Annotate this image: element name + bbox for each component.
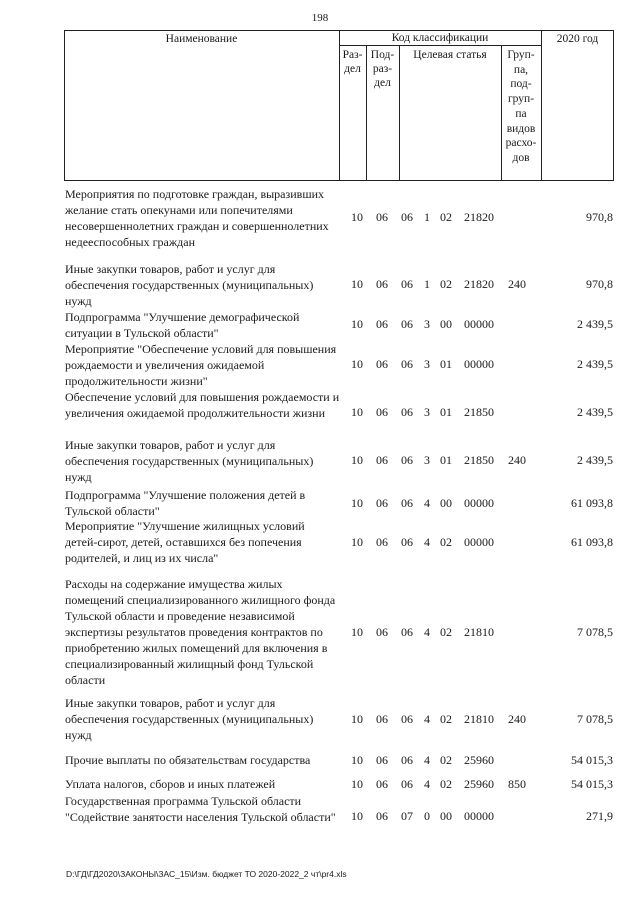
- row-podrazdel: 06: [376, 277, 388, 291]
- row-target-subprogram: 1: [424, 277, 430, 291]
- row-target-subprogram: 0: [424, 809, 430, 823]
- row-name: Государственная программа Тульской области "Содействие занятости населения Тульской области": [65, 794, 336, 824]
- row-target-event: 02: [440, 625, 452, 639]
- row-name: Прочие выплаты по обязательствам государства: [65, 753, 311, 767]
- row-amount: 54 015,3: [571, 753, 613, 767]
- row-vid: 850: [508, 777, 526, 791]
- row-amount: 61 093,8: [571, 535, 613, 549]
- row-target-subprogram: 4: [424, 625, 430, 639]
- row-target-event: 02: [440, 777, 452, 791]
- page-number: 198: [311, 12, 329, 24]
- row-target-program: 06: [401, 753, 413, 767]
- row-target-subprogram: 4: [424, 777, 430, 791]
- row-target-program: 06: [401, 405, 413, 419]
- row-target-code: 21850: [464, 405, 494, 419]
- row-target-code: 21820: [464, 210, 494, 224]
- row-target-code: 25960: [464, 753, 494, 767]
- row-podrazdel: 06: [376, 712, 388, 726]
- row-target-code: 25960: [464, 777, 494, 791]
- row-amount: 271,9: [586, 809, 613, 823]
- row-amount: 61 093,8: [571, 496, 613, 510]
- row-razdel: 10: [351, 625, 363, 639]
- row-razdel: 10: [351, 535, 363, 549]
- row-name: Мероприятие "Улучшение жилищных условий детей-сирот, детей, оставшихся без попечения родителей, и лиц из их числа": [65, 519, 305, 565]
- row-name: Обеспечение условий для повышения рождаемости и увеличения ожидаемой продолжительности жизни: [65, 390, 340, 420]
- row-podrazdel: 06: [376, 625, 388, 639]
- row-target-program: 06: [401, 777, 413, 791]
- row-target-program: 07: [401, 809, 413, 823]
- row-target-program: 06: [401, 625, 413, 639]
- row-amount: 2 439,5: [577, 317, 613, 331]
- row-razdel: 10: [351, 405, 363, 419]
- row-target-event: 01: [440, 405, 452, 419]
- row-target-program: 06: [401, 496, 413, 510]
- row-amount: 54 015,3: [571, 777, 613, 791]
- row-amount: 2 439,5: [577, 405, 613, 419]
- row-name: Иные закупки товаров, работ и услуг для обеспечения государственных (муниципальных) нужд: [65, 438, 314, 484]
- row-target-code: 21850: [464, 453, 494, 467]
- row-razdel: 10: [351, 712, 363, 726]
- row-target-subprogram: 3: [424, 357, 430, 371]
- row-target-subprogram: 3: [424, 453, 430, 467]
- row-target-program: 06: [401, 453, 413, 467]
- row-target-event: 02: [440, 712, 452, 726]
- row-target-program: 06: [401, 210, 413, 224]
- row-target-event: 02: [440, 753, 452, 767]
- row-amount: 970,8: [586, 277, 613, 291]
- row-target-program: 06: [401, 535, 413, 549]
- row-target-program: 06: [401, 357, 413, 371]
- row-name: Расходы на содержание имущества жилых помещений специализированного жилищного фонда Тульской области и проведение независимой экспертизы результатов проведения контрактов по приобретению жилых помещений для включения в специализированный жилищный фонд Тульской области: [65, 577, 336, 687]
- header-divider: [541, 30, 542, 181]
- row-razdel: 10: [351, 496, 363, 510]
- row-name: Мероприятие "Обеспечение условий для повышения рождаемости и увеличения ожидаемой продолжительности жизни": [65, 342, 337, 388]
- row-target-code: 00000: [464, 317, 494, 331]
- row-name: Иные закупки товаров, работ и услуг для обеспечения государственных (муниципальных) нужд: [65, 262, 314, 308]
- row-razdel: 10: [351, 317, 363, 331]
- row-target-event: 02: [440, 277, 452, 291]
- row-razdel: 10: [351, 809, 363, 823]
- row-podrazdel: 06: [376, 496, 388, 510]
- row-target-event: 00: [440, 496, 452, 510]
- row-target-subprogram: 4: [424, 496, 430, 510]
- row-podrazdel: 06: [376, 777, 388, 791]
- row-razdel: 10: [351, 753, 363, 767]
- row-podrazdel: 06: [376, 809, 388, 823]
- header-name: Наименование: [165, 33, 238, 45]
- row-target-code: 21810: [464, 712, 494, 726]
- row-podrazdel: 06: [376, 317, 388, 331]
- row-podrazdel: 06: [376, 453, 388, 467]
- row-razdel: 10: [351, 777, 363, 791]
- row-amount: 7 078,5: [577, 625, 613, 639]
- file-path-footer: D:\ГД\ГД2020\ЗАКОНЫ\ЗАС_15\Изм. бюджет ТО 2020-2022_2 чт\pr4.xls: [66, 869, 347, 879]
- row-target-code: 00000: [464, 535, 494, 549]
- row-target-event: 02: [440, 210, 452, 224]
- row-podrazdel: 06: [376, 535, 388, 549]
- row-name: Подпрограмма "Улучшение положения детей в Тульской области": [65, 488, 306, 518]
- row-podrazdel: 06: [376, 405, 388, 419]
- row-vid: 240: [508, 277, 526, 291]
- row-podrazdel: 06: [376, 210, 388, 224]
- row-amount: 970,8: [586, 210, 613, 224]
- header-divider: [339, 45, 541, 46]
- row-vid: 240: [508, 453, 526, 467]
- row-target-code: 21810: [464, 625, 494, 639]
- row-razdel: 10: [351, 357, 363, 371]
- row-target-event: 00: [440, 809, 452, 823]
- row-target-code: 00000: [464, 357, 494, 371]
- row-name: Мероприятия по подготовке граждан, выразивших желание стать опекунами или попечителями несовершеннолетних граждан и совершеннолетних недееспособных граждан: [65, 187, 329, 249]
- row-target-subprogram: 4: [424, 712, 430, 726]
- row-target-event: 01: [440, 357, 452, 371]
- row-target-program: 06: [401, 277, 413, 291]
- row-target-event: 02: [440, 535, 452, 549]
- header-target: Целевая статья: [413, 49, 487, 61]
- row-name: Подпрограмма "Улучшение демографической ситуации в Тульской области": [65, 310, 300, 340]
- row-razdel: 10: [351, 277, 363, 291]
- row-vid: 240: [508, 712, 526, 726]
- row-target-code: 00000: [464, 809, 494, 823]
- row-target-program: 06: [401, 712, 413, 726]
- row-razdel: 10: [351, 210, 363, 224]
- row-target-subprogram: 4: [424, 535, 430, 549]
- row-amount: 2 439,5: [577, 453, 613, 467]
- header-divider: [399, 45, 400, 181]
- header-podrazdel: Под- раз- дел: [370, 49, 395, 89]
- header-classification: Код классификации: [391, 32, 489, 44]
- row-target-subprogram: 3: [424, 405, 430, 419]
- row-podrazdel: 06: [376, 357, 388, 371]
- row-target-subprogram: 4: [424, 753, 430, 767]
- header-vid: Груп- па, под- груп- па видов расхо- дов: [505, 49, 537, 164]
- row-target-code: 00000: [464, 496, 494, 510]
- row-target-subprogram: 1: [424, 210, 430, 224]
- row-podrazdel: 06: [376, 753, 388, 767]
- row-amount: 7 078,5: [577, 712, 613, 726]
- row-name: Иные закупки товаров, работ и услуг для обеспечения государственных (муниципальных) нужд: [65, 696, 314, 742]
- row-target-event: 00: [440, 317, 452, 331]
- row-name: Уплата налогов, сборов и иных платежей: [65, 777, 276, 791]
- header-year: 2020 год: [556, 33, 599, 45]
- header-razdel: Раз- дел: [342, 49, 363, 75]
- row-target-event: 01: [440, 453, 452, 467]
- row-target-subprogram: 3: [424, 317, 430, 331]
- row-target-code: 21820: [464, 277, 494, 291]
- row-razdel: 10: [351, 453, 363, 467]
- row-target-program: 06: [401, 317, 413, 331]
- row-amount: 2 439,5: [577, 357, 613, 371]
